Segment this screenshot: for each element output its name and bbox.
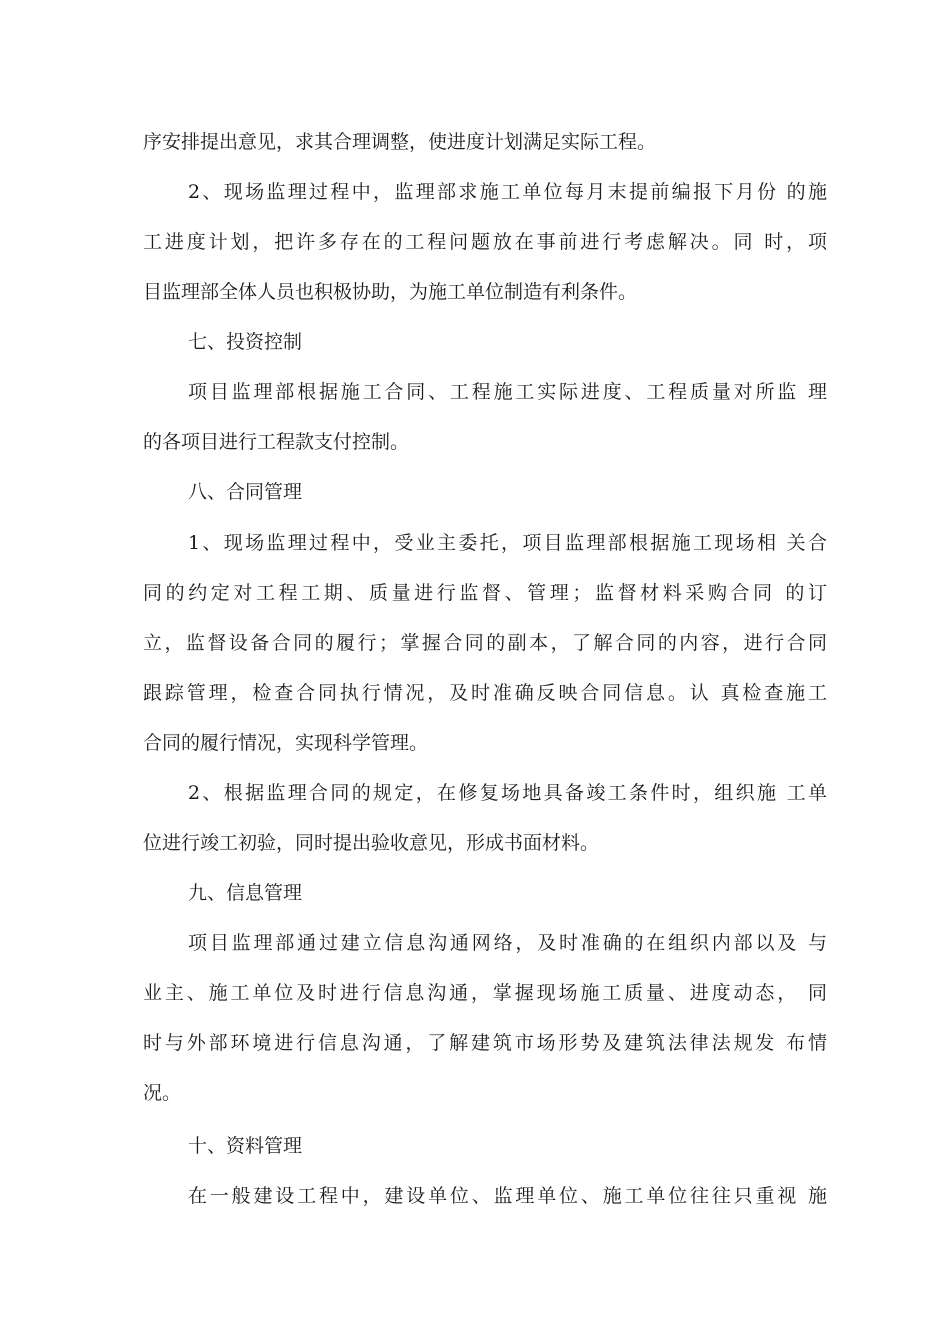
text-line: 在一般建设工程中，建设单位、监理单位、施工单位往往只重视 施 [188,1185,827,1207]
text-line: 项目监理部根据施工合同、工程施工实际进度、工程质量对所监 理 [188,381,827,403]
text-line: 2、现场监理过程中，监理部求施工单位每月末提前编报下月份 的施 [188,181,827,203]
text-line: 1、现场监理过程中，受业主委托，项目监理部根据施工现场相 关合 [188,532,827,554]
text-line: 序安排提出意见，求其合理调整，使进度计划满足实际工程。 [143,131,657,153]
text-line: 目监理部全体人员也积极协助，为施工单位制造有利条件。 [143,281,638,303]
text-line: 工进度计划，把许多存在的工程问题放在事前进行考虑解决。同 时，项 [143,231,827,253]
text-line: 合同的履行情况，实现科学管理。 [143,732,429,754]
text-line: 项目监理部通过建立信息沟通网络，及时准确的在组织内部以及 与 [188,932,827,954]
text-line: 的各项目进行工程款支付控制。 [143,431,410,453]
text-line: 况。 [143,1082,182,1104]
section-heading: 九、信息管理 [188,882,303,904]
section-heading: 十、资料管理 [188,1135,303,1157]
section-heading: 七、投资控制 [188,331,303,353]
text-line: 时与外部环境进行信息沟通，了解建筑市场形势及建筑法律法规发 布情 [143,1032,827,1054]
text-line: 跟踪管理，检查合同执行情况，及时准确反映合同信息。认 真检查施工 [143,682,827,704]
text-line: 立，监督设备合同的履行；掌握合同的副本，了解合同的内容，进行合同 [143,632,827,654]
text-line: 位进行竣工初验，同时提出验收意见，形成书面材料。 [143,832,600,854]
section-heading: 八、合同管理 [188,481,303,503]
text-line: 2、根据监理合同的规定，在修复场地具备竣工条件时，组织施 工单 [188,782,827,804]
text-line: 同的约定对工程工期、质量进行监督、管理；监督材料采购合同 的订 [143,582,827,604]
text-line: 业主、施工单位及时进行信息沟通，掌握现场施工质量、进度动态， 同 [143,982,827,1004]
